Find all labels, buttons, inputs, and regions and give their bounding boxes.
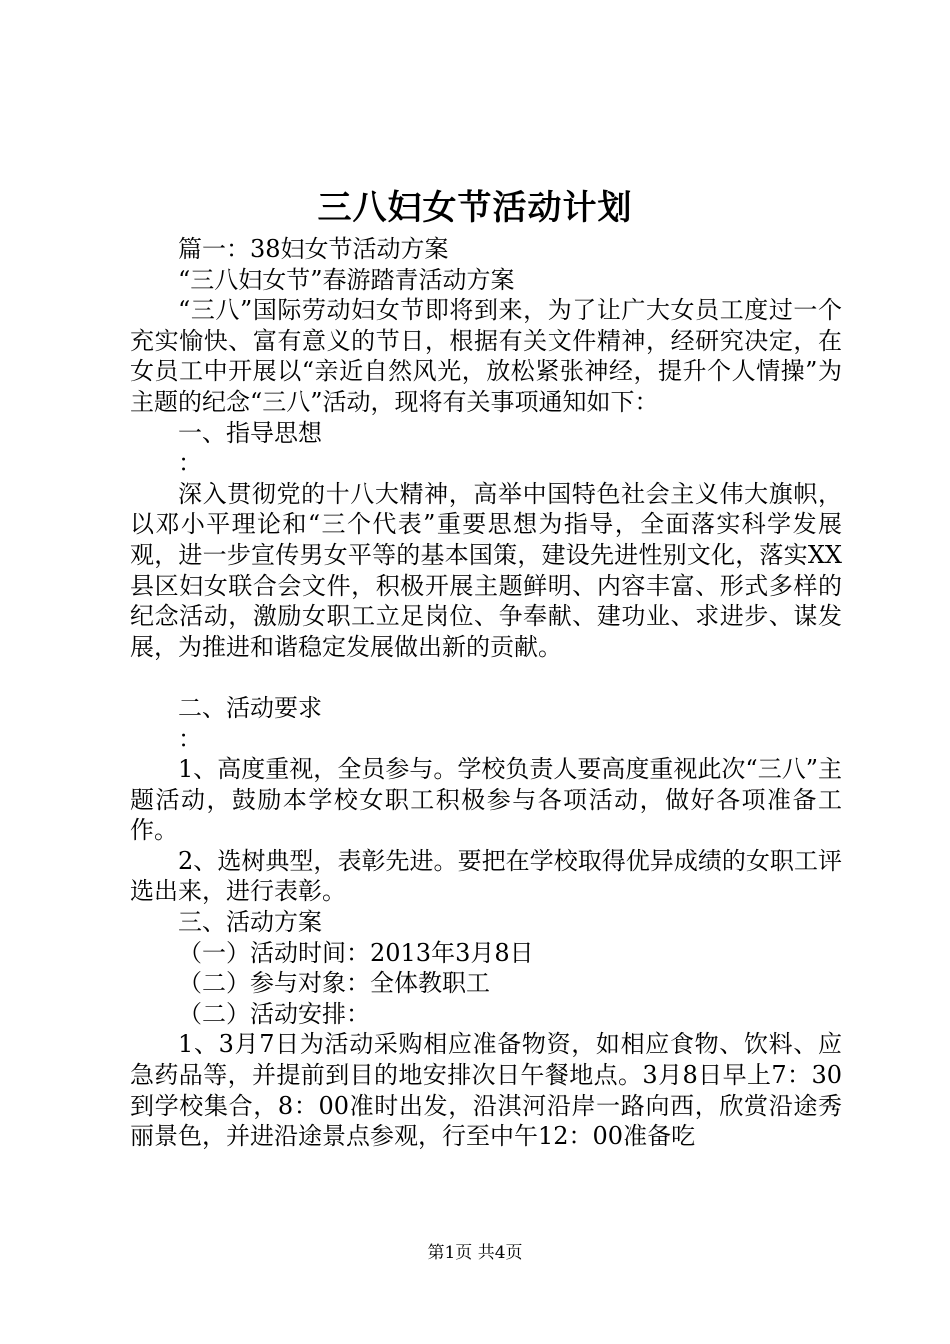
document-body <box>130 234 842 1152</box>
colon-line: ： <box>178 449 202 478</box>
plan-participants: （二）参与对象：全体教职工 <box>178 969 490 998</box>
requirement-item-2: 2、选树典型，表彰先进。要把在学校取得优异成绩的女职工评选出来，进行表彰。 <box>130 846 842 906</box>
plan-time: （一）活动时间：2013年3月8日 <box>178 938 534 967</box>
blank-line <box>130 662 842 693</box>
plan-heading: “三八妇女节”春游踏青活动方案 <box>178 265 515 294</box>
plan-arrangement-item-1: 1、3月7日为活动采购相应准备物资，如相应食物、饮料、应急药品等，并提前到目的地安排次日午餐地点。3月8日早上7：30到学校集合，8：00准时出发，沿淇河沿岸一路向西，欣赏沿途秀丽景色，并进沿途景点参观，行至中午12：00准备吃 <box>130 1030 842 1151</box>
intro-paragraph: “三八”国际劳动妇女节即将到来，为了让广大女员工度过一个充实愉快、富有意义的节日，根据有关文件精神，经研究决定，在女员工中开展以“亲近自然风光，放松紧张神经，提升个人情操”为主题的纪念“三八”活动，现将有关事项通知如下： <box>130 296 842 416</box>
requirement-item-1: 1、高度重视，全员参与。学校负责人要高度重视此次“三八”主题活动，鼓励本学校女职工积极参与各项活动，做好各项准备工作。 <box>130 755 842 845</box>
document-title: 三八妇女节活动计划 <box>317 188 633 228</box>
section-heading-plan: 三、活动方案 <box>178 908 322 937</box>
colon-line: ： <box>178 724 202 753</box>
guiding-ideology-paragraph: 深入贯彻党的十八大精神，高举中国特色社会主义伟大旗帜，以邓小平理论和“三个代表”重要思想为指导，全面落实科学发展观，进一步宣传男女平等的基本国策，建设先进性别文化，落实XX县区妇女联合会文件，积极开展主题鲜明、内容丰富、形式多样的纪念活动，激励女职工立足岗位、争奉献、建功业、求进步、谋发展，为推进和谐稳定发展做出新的贡献。 <box>130 479 842 661</box>
section-heading-part-one: 篇一：38妇女节活动方案 <box>178 235 449 263</box>
plan-arrangement-heading: （二）活动安排： <box>178 999 370 1028</box>
section-heading-requirements: 二、活动要求 <box>178 693 322 722</box>
page-footer: 第1页 共4页 <box>427 1243 523 1263</box>
section-heading-guiding-ideology: 一、指导思想 <box>178 418 322 447</box>
